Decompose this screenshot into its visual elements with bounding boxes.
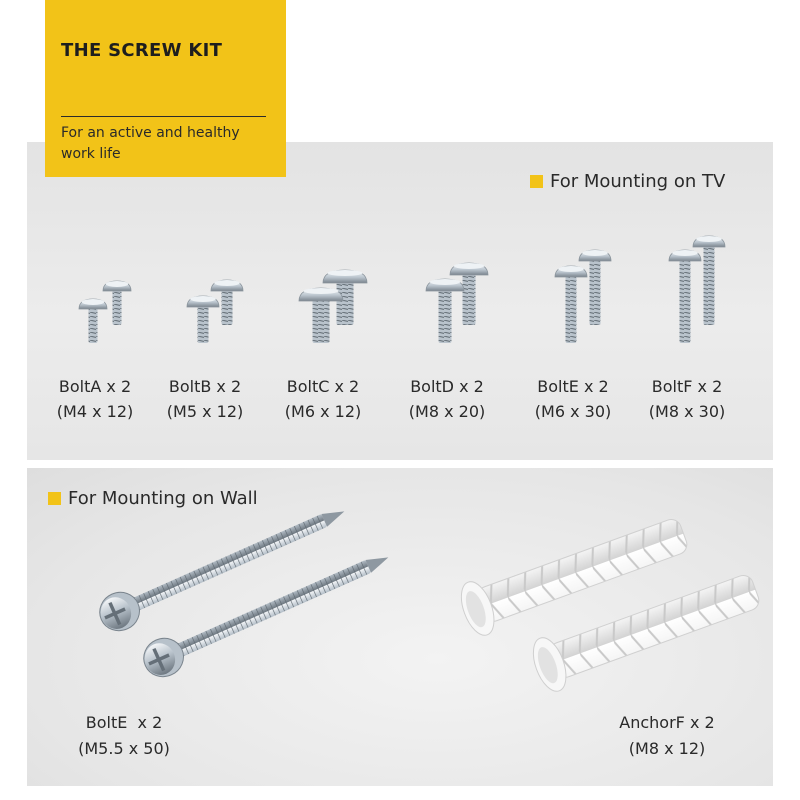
- bolt-name: BoltA x 2: [58, 377, 132, 396]
- bolt-name: BoltB x 2: [168, 377, 242, 396]
- bolt-label: [513, 374, 633, 424]
- wall-item-name: AnchorF x 2: [619, 713, 715, 732]
- bolt-name: BoltD x 2: [410, 377, 484, 396]
- bolt-icon: [187, 296, 219, 343]
- bolt-label: [627, 374, 747, 424]
- bolt-size: (M6 x 12): [284, 402, 362, 421]
- bolt-label: [145, 374, 265, 424]
- bolt-icon: [579, 250, 611, 325]
- bolt-name: BoltF x 2: [651, 377, 723, 396]
- bolt-icon: [299, 288, 343, 343]
- bolt-size: (M5 x 12): [166, 402, 244, 421]
- bolt-size: (M6 x 30): [534, 402, 612, 421]
- bolt-icon: [79, 299, 107, 343]
- wall-item-size: (M5.5 x 50): [78, 739, 170, 758]
- page-subtitle: For an active and healthy work life: [61, 125, 240, 162]
- bolt-label: [35, 374, 155, 424]
- bolt-size: (M8 x 30): [648, 402, 726, 421]
- bolt-size: (M4 x 12): [56, 402, 134, 421]
- wall-item-name: BoltE x 2: [85, 713, 163, 732]
- bolt-icon: [693, 236, 725, 325]
- bolt-icon: [669, 250, 701, 343]
- bolt-icon: [450, 263, 488, 325]
- wall-item-size: (M8 x 12): [628, 739, 706, 758]
- bolt-icon: [555, 266, 587, 343]
- bolt-label: [263, 374, 383, 424]
- bolt-icon: [103, 281, 131, 325]
- bolt-icon: [426, 279, 464, 343]
- tv-section-heading-text: For Mounting on TV: [550, 171, 726, 192]
- bolt-name: BoltC x 2: [286, 377, 360, 396]
- wall-section-heading-text: For Mounting on Wall: [68, 488, 258, 509]
- bolt-name: BoltE x 2: [537, 377, 609, 396]
- lag-screw-icon: [94, 494, 352, 637]
- page-title: THE SCREW KIT: [61, 40, 223, 61]
- bolt-size: (M8 x 20): [408, 402, 486, 421]
- wall-item-label: [577, 710, 757, 762]
- lag-screw-icon: [138, 540, 396, 683]
- bolt-label: [387, 374, 507, 424]
- wall-item-label: [34, 710, 214, 762]
